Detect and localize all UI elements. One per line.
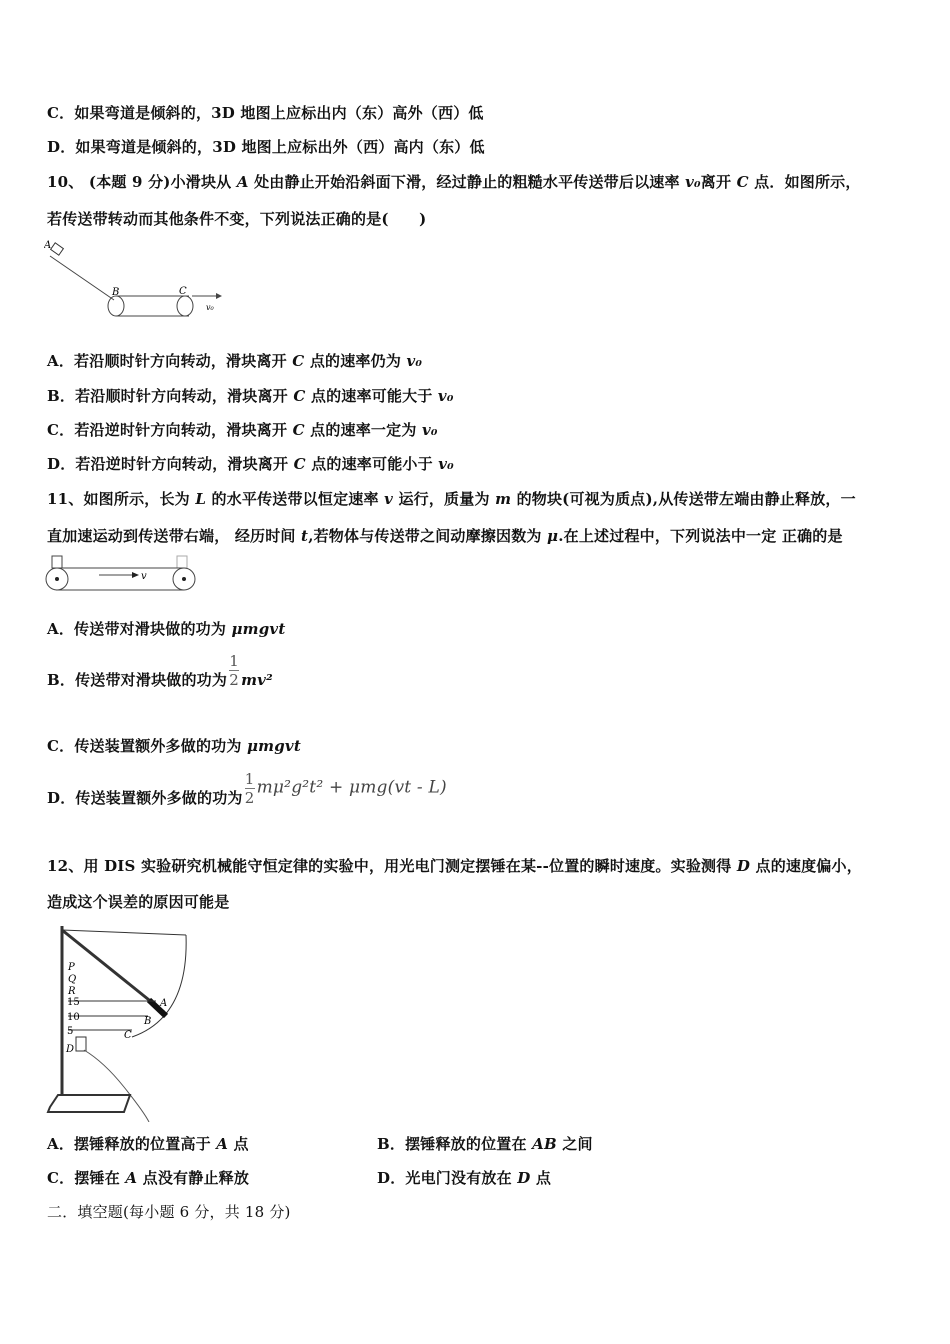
text: 离开	[700, 173, 737, 191]
q12-option-d	[377, 1167, 551, 1188]
text: D．光电门没有放在	[377, 1169, 518, 1187]
text: 点没有静止释放	[137, 1169, 250, 1187]
text: D	[736, 857, 751, 875]
text: 点．如图所示，	[748, 173, 861, 191]
label-q: Q	[68, 974, 77, 985]
text: 10、 (本题 9 分)小滑块从	[47, 173, 237, 191]
text: v	[384, 490, 394, 508]
denominator: 2	[229, 671, 239, 689]
fraction-one-half	[245, 770, 255, 807]
q11-option-d	[47, 770, 447, 807]
q12-stem-line1	[47, 855, 862, 876]
q10-incline-conveyor-figure	[44, 238, 224, 320]
label-15: 15	[67, 997, 80, 1008]
text: 11、如图所示，长为	[47, 490, 196, 508]
denominator: 2	[244, 789, 255, 807]
q12-option-b	[377, 1133, 593, 1154]
q11-option-b	[47, 652, 273, 689]
label-d: D	[66, 1044, 75, 1055]
label-b: B	[144, 1016, 152, 1027]
text: ,若物体与传送带之间动摩擦因数为	[308, 527, 548, 545]
label-a: A	[44, 240, 52, 251]
text: 处由静止开始沿斜面下滑，经过静止的粗糙水平传送带后以速率	[248, 173, 686, 191]
text: v₀	[437, 387, 454, 405]
formula: mμ²g²t² + μmg(vt - L)	[256, 777, 447, 798]
text: A	[216, 1135, 229, 1153]
text: v₀	[438, 455, 454, 473]
text: 点的速率仍为	[304, 352, 407, 370]
text: μmgvt	[246, 737, 301, 755]
text: C．传送装置额外多做的功为	[47, 737, 247, 755]
text: A	[125, 1169, 138, 1187]
q11-option-c	[47, 735, 301, 756]
q10-stem-line1	[47, 171, 861, 192]
q10-option-c	[47, 419, 438, 440]
text: v₀	[421, 421, 438, 439]
q11-stem-line1	[47, 488, 856, 509]
text: A．若沿顺时针方向转动，滑块离开	[47, 352, 293, 370]
label-r: R	[68, 986, 76, 997]
text: .在上述过程中，下列说法中一定 正确的是	[558, 527, 843, 545]
text: 运行，质量为	[393, 490, 496, 508]
text: C	[292, 421, 305, 439]
q11-option-a	[47, 618, 285, 639]
section-heading-fill-in: 二．填空题(每小题 6 分，共 18 分)	[47, 1203, 291, 1221]
q10-option-d	[47, 453, 454, 474]
text: D．若沿逆时针方向转动，滑块离开	[47, 455, 294, 473]
q11-conveyor-figure	[44, 555, 199, 595]
label-a: A	[160, 998, 168, 1009]
text: μmgvt	[231, 620, 286, 638]
text: A	[236, 173, 249, 191]
text: B．摆锤释放的位置在	[377, 1135, 533, 1153]
text: B．若沿顺时针方向转动，滑块离开	[47, 387, 294, 405]
text: L	[195, 490, 207, 508]
text: C．若沿逆时针方向转动，滑块离开	[47, 421, 293, 439]
q12-stem-line2: 造成这个误差的原因可能是	[47, 893, 230, 911]
text: 之间	[556, 1135, 593, 1153]
q12-option-a	[47, 1133, 249, 1154]
fraction-one-half	[229, 652, 239, 689]
text: t	[301, 527, 309, 545]
label-c: C	[124, 1030, 132, 1041]
q12-pendulum-apparatus-figure	[44, 922, 194, 1122]
text: AB	[532, 1135, 557, 1153]
text: mv²	[241, 670, 273, 689]
text: 点的速度偏小，	[750, 857, 862, 875]
text: D．传送装置额外多做的功为	[47, 788, 243, 807]
q9-option-d: D．如果弯道是倾斜的，3D 地图上应标出外（西）高内（东）低	[47, 138, 485, 156]
text: C．摆锤在	[47, 1169, 126, 1187]
q10-option-b	[47, 385, 454, 406]
q10-stem-line2: 若传送带转动而其他条件不变，下列说法正确的是( )	[47, 210, 427, 228]
label-p: P	[68, 962, 75, 973]
text: 点	[228, 1135, 249, 1153]
label-v0: v₀	[206, 303, 214, 312]
text: D	[517, 1169, 531, 1187]
text: C	[293, 387, 306, 405]
text: 点的速率一定为	[304, 421, 422, 439]
text: 的水平传送带以恒定速率	[206, 490, 385, 508]
text: C	[736, 173, 749, 191]
text: C	[293, 455, 306, 473]
text: 直加速运动到传送带右端， 经历时间	[47, 527, 302, 545]
q10-option-a	[47, 350, 422, 371]
text: μ	[547, 527, 559, 545]
text: 的物块(可视为质点),从传送带左端由静止释放，一	[511, 490, 856, 508]
numerator: 1	[244, 770, 255, 788]
text: A．传送带对滑块做的功为	[47, 620, 232, 638]
text: v₀	[406, 352, 423, 370]
q12-option-c	[47, 1167, 249, 1188]
text: 点的速率可能小于	[305, 455, 439, 473]
text: B．传送带对滑块做的功为	[47, 670, 228, 689]
q9-option-c: C．如果弯道是倾斜的，3D 地图上应标出内（东）高外（西）低	[47, 104, 484, 122]
label-5: 5	[67, 1026, 74, 1037]
numerator: 1	[229, 652, 239, 670]
text: C	[292, 352, 305, 370]
label-b: B	[112, 287, 120, 298]
text: 点的速率可能大于	[305, 387, 438, 405]
text: 点	[530, 1169, 552, 1187]
text: v₀	[685, 173, 701, 191]
label-c: C	[179, 286, 187, 297]
q11-stem-line2	[47, 525, 843, 546]
text: A．摆锤释放的位置高于	[47, 1135, 217, 1153]
label-v: v	[141, 571, 147, 582]
label-10: 10	[67, 1012, 80, 1023]
text: m	[495, 490, 512, 508]
text: 12、用 DIS 实验研究机械能守恒定律的实验中，用光电门测定摆锤在某--位置的瞬时速度。实验测得	[47, 857, 737, 875]
